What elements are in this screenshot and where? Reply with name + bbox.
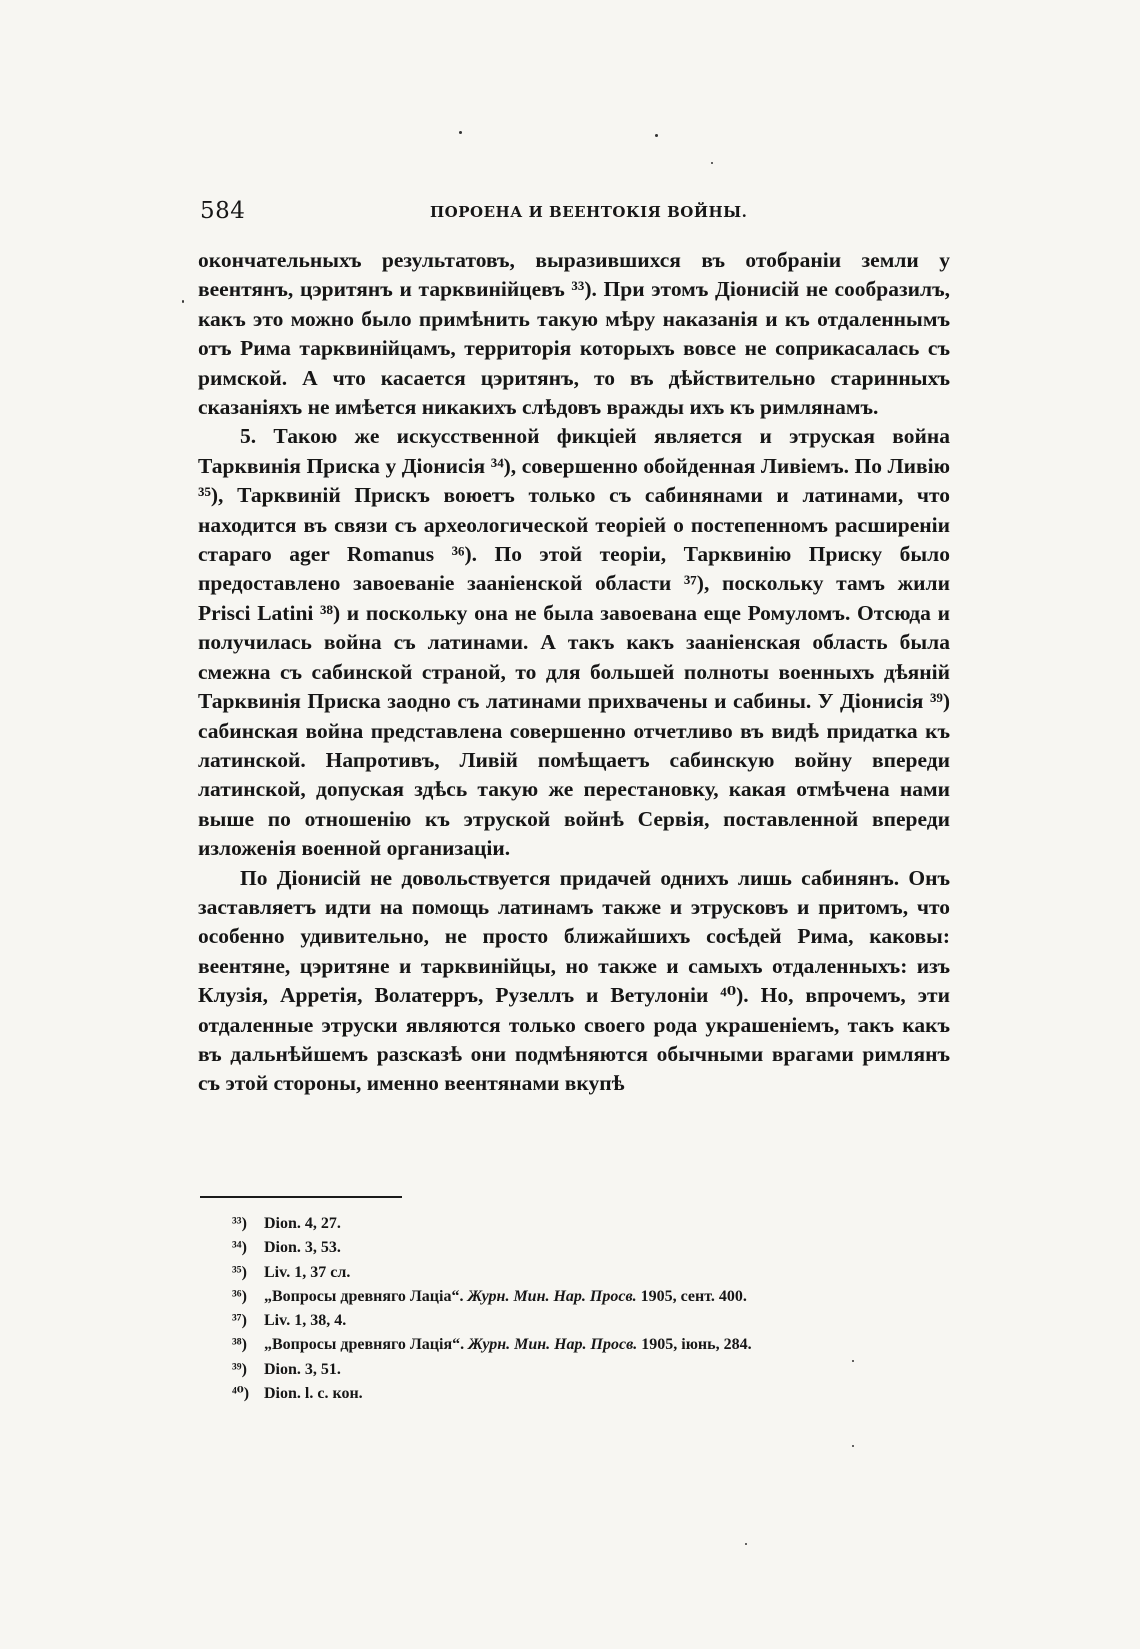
footnote-number: ³⁷) — [232, 1312, 247, 1330]
scan-speck — [852, 1360, 854, 1362]
footnotes — [232, 1212, 912, 1406]
footnote-journal: Журн. Мин. Нар. Просв. — [468, 1336, 638, 1354]
running-title: ПОРОЕНА И ВЕЕНТОКІЯ ВОЙНЫ. — [430, 203, 748, 221]
footnote-separator — [200, 1196, 402, 1198]
footnote-number: ³⁸) — [232, 1336, 247, 1354]
footnote-tail: 1905, іюнь, 284. — [637, 1336, 752, 1354]
footnote — [232, 1382, 912, 1406]
footnote — [232, 1285, 912, 1309]
footnote-number: ³³) — [232, 1215, 247, 1232]
footnote-text: „Вопросы древняго Лаціа“. — [264, 1287, 468, 1305]
footnote-text: Dion. l. c. кон. — [264, 1385, 363, 1403]
page-number: 584 — [200, 198, 246, 224]
scan-speck — [711, 162, 713, 164]
footnote-text: Liv. 1, 37 сл. — [264, 1263, 351, 1281]
scan-speck — [852, 1445, 854, 1447]
paragraph-3: По Діонисій не довольствуется придачей однихъ лишь сабинянъ. Онъ заставляетъ идти на помощь латинамъ также и этрусковъ и притомъ, что особенно удивительно, не просто ближайшихъ сосѣдей Рима, каковы: веентяне, цэритяне и тарквинійцы, но также и самыхъ отдаленныхъ: изъ Клузія, Арретія, Волатерръ, Рузеллъ и Ветулоніи ⁴⁰). Но, впрочемъ, эти отдаленные этруски являются только своего рода украшеніемъ, такъ какъ въ дальнѣйшемъ разсказѣ они подмѣняются обычными врагами римлянъ съ этой стороны, именно веентянами вкупѣ — [198, 865, 950, 1096]
footnote — [232, 1333, 912, 1357]
page-header — [200, 198, 950, 228]
footnote-number: ³⁵) — [232, 1263, 247, 1281]
footnote-text: Dion. 4, 27. — [264, 1215, 341, 1232]
footnote-journal: Журн. Мин. Нар. Просв. — [467, 1287, 637, 1305]
paragraph-1: окончательныхъ результатовъ, выразившихся въ отобраніи земли у веентянъ, цэритянъ и тарквинійцевъ ³³). При этомъ Діонисій не сообразилъ, какъ это можно было примѣнить такую мѣру наказанія и къ отдаленнымъ отъ Рима тарквинійцамъ, территорія которыхъ вовсе не соприкасалась съ римской. А что касается цэритянъ, то въ дѣйствительно старинныхъ сказаніяхъ не имѣется никакихъ слѣдовъ вражды ихъ къ римлянамъ. — [198, 248, 950, 420]
footnote — [232, 1358, 912, 1382]
paragraph-2: 5. Такою же искусственной фикціей является и этруская война Тарквинія Приска у Діонисія ³⁴), совершенно обойденная Ливіемъ. По Ливію ³⁵), Тарквиній Прискъ воюетъ только съ сабинянами и латинами, что находится въ связи съ археологической теоріей о постепенномъ расширеніи стараго ager Romanus ³⁶). По этой теоріи, Тарквинію Приску было предоставлено завоеваніе зааніенской области ³⁷), поскольку тамъ жили Prisci Latini ³⁸) и поскольку она не была завоевана еще Ромуломъ. Отсюда и получилась война съ латинами. А такъ какъ зааніенская область была смежна съ сабинской страной, то для большей полноты военныхъ дѣяній Тарквинія Приска заодно съ латинами прихвачены и сабины. У Діонисія ³⁹) сабинская война представлена совершенно отчетливо въ видѣ придатка къ латинской. Напротивъ, Ливій помѣщаетъ сабинскую войну впереди латинской, допуская здѣсь такую же перестановку, какая отмѣчена нами выше по отношенію къ этруской войнѣ Сервія, поставленной впереди изложенія военной организаціи. — [198, 424, 950, 861]
footnote — [232, 1212, 912, 1236]
footnote — [232, 1236, 912, 1260]
scan-speck — [182, 300, 184, 303]
footnote-number: ³⁹) — [232, 1360, 247, 1378]
footnote-text: Dion. 3, 51. — [264, 1360, 341, 1378]
footnote — [232, 1309, 912, 1333]
footnote-text: Liv. 1, 38, 4. — [264, 1312, 347, 1330]
scan-speck — [459, 131, 462, 134]
footnote-text: „Вопросы древняго Лація“. — [264, 1336, 469, 1354]
footnote — [232, 1261, 912, 1285]
footnote-text: Dion. 3, 53. — [264, 1239, 341, 1257]
body-text — [198, 246, 950, 1099]
scan-speck — [655, 134, 658, 137]
footnote-number: ³⁶) — [232, 1287, 247, 1305]
scan-speck — [745, 1543, 747, 1545]
footnote-number: ⁴⁰) — [232, 1385, 250, 1403]
footnote-number: ³⁴) — [232, 1239, 247, 1257]
footnote-tail: 1905, сент. 400. — [636, 1287, 747, 1305]
